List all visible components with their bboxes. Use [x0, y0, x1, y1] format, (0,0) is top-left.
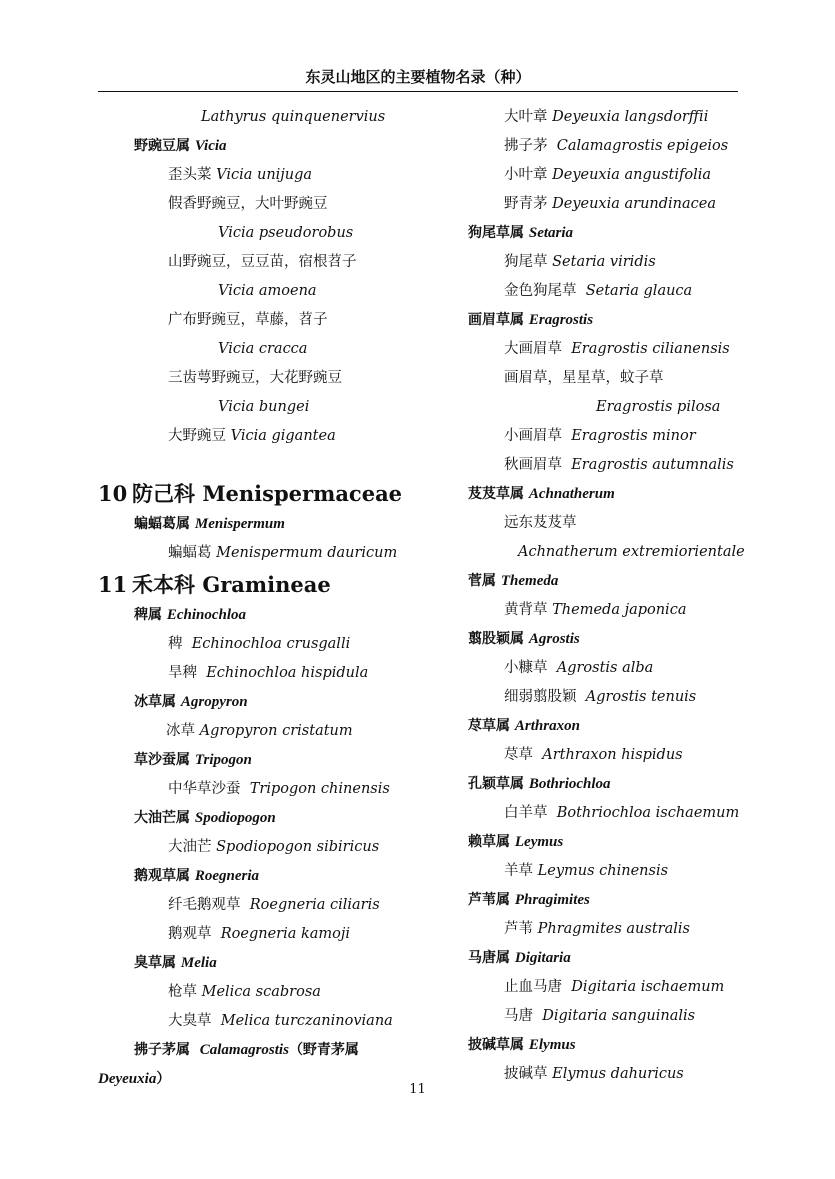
species-entry: 羊草 Leymus chinensis	[504, 863, 669, 879]
left-column	[98, 103, 463, 1094]
species-entry: 枪草 Melica scabrosa	[168, 984, 321, 1000]
right-column	[468, 103, 743, 1089]
genus-heading: 狗尾草属 Setaria	[468, 225, 574, 241]
species-entry: 三齿萼野豌豆，大花野豌豆	[168, 370, 342, 386]
species-entry: 小画眉草 Eragrostis minor	[504, 428, 696, 444]
species-entry: 拂子茅 Calamagrostis epigeios	[504, 138, 729, 154]
species-entry: 大野豌豆 Vicia gigantea	[168, 428, 336, 444]
species-entry: 大油芒 Spodiopogon sibiricus	[168, 839, 380, 855]
species-latin: Vicia bungei	[218, 399, 310, 415]
genus-heading: 拂子茅属 Calamagrostis（野青茅属	[134, 1042, 359, 1058]
species-entry: 小叶章 Deyeuxia angustifolia	[504, 167, 712, 183]
species-entry: 山野豌豆，豆豆苗，宿根苕子	[168, 254, 357, 270]
species-entry: 远东芨芨草	[504, 515, 577, 531]
species-entry: 中华草沙蚕 Tripogon chinensis	[168, 781, 390, 797]
species-entry: 马唐 Digitaria sanguinalis	[504, 1008, 696, 1024]
species-entry: 鹅观草 Roegneria kamoji	[168, 926, 351, 942]
genus-heading: 马唐属 Digitaria	[468, 950, 571, 966]
genus-heading: 稗属 Echinochloa	[134, 607, 247, 623]
species-entry: 大画眉草 Eragrostis cilianensis	[504, 341, 730, 357]
species-entry: 旱稗 Echinochloa hispidula	[168, 665, 369, 681]
species-entry: 小糠草 Agrostis alba	[504, 660, 654, 676]
species-latin: Vicia amoena	[218, 283, 317, 299]
genus-heading: 芦苇属 Phragimites	[468, 892, 590, 908]
species-entry: 黄背草 Themeda japonica	[504, 602, 687, 618]
genus-heading: 臭草属 Melia	[134, 955, 217, 971]
species-entry: 广布野豌豆，草藤，苕子	[168, 312, 328, 328]
genus-heading: 披碱草属 Elymus	[468, 1037, 576, 1053]
genus-heading-continued: Deyeuxia）	[98, 1071, 171, 1087]
family-heading: 10 防己科 Menispermaceae	[98, 481, 403, 506]
species-entry: 荩草 Arthraxon hispidus	[504, 747, 683, 763]
family-heading: 11 禾本科 Gramineae	[98, 572, 331, 597]
page-header: 东灵山地区的主要植物名录（种）	[305, 68, 531, 86]
species-entry: 蝙蝠葛 Menispermum dauricum	[168, 545, 398, 561]
species-entry: 歪头菜 Vicia unijuga	[168, 167, 313, 183]
genus-heading: 鹅观草属 Roegneria	[134, 868, 260, 884]
species-entry: 止血马唐 Digitaria ischaemum	[504, 979, 725, 995]
genus-heading: 芨芨草属 Achnatherum	[468, 486, 615, 502]
species-entry: 冰草 Agropyron cristatum	[166, 723, 353, 739]
species-entry: 假香野豌豆，大叶野豌豆	[168, 196, 328, 212]
genus-heading: 野豌豆属 Vicia	[134, 138, 227, 154]
genus-heading: 赖草属 Leymus	[468, 834, 564, 850]
species-entry: 稗 Echinochloa crusgalli	[168, 636, 351, 652]
species-latin: Eragrostis pilosa	[596, 399, 721, 415]
genus-heading: 菅属 Themeda	[468, 573, 559, 589]
species-entry: 芦苇 Phragmites australis	[504, 921, 690, 937]
species-entry: 金色狗尾草 Setaria glauca	[504, 283, 693, 299]
genus-heading: 大油芒属 Spodiopogon	[134, 810, 276, 826]
page-number: 11	[409, 1082, 426, 1097]
species-entry: 大臭草 Melica turczaninoviana	[168, 1013, 393, 1029]
genus-heading: 孔颖草属 Bothriochloa	[468, 776, 611, 792]
species-entry: 野青茅 Deyeuxia arundinacea	[504, 196, 716, 212]
genus-heading: 冰草属 Agropyron	[134, 694, 248, 710]
species-entry: 白羊草 Bothriochloa ischaemum	[504, 805, 740, 821]
species-latin: Vicia pseudorobus	[218, 225, 354, 241]
genus-heading: 荩草属 Arthraxon	[468, 718, 580, 734]
genus-heading: 草沙蚕属 Tripogon	[134, 752, 252, 768]
species-entry: 狗尾草 Setaria viridis	[504, 254, 656, 270]
species-entry: 画眉草，星星草，蚊子草	[504, 370, 664, 386]
genus-heading: 蝙蝠葛属 Menispermum	[134, 516, 285, 532]
genus-heading: 画眉草属 Eragrostis	[468, 312, 594, 328]
species-latin: Vicia cracca	[218, 341, 308, 357]
species-entry: 披碱草 Elymus dahuricus	[504, 1066, 684, 1082]
species-entry: 细弱翦股颖 Agrostis tenuis	[504, 689, 697, 705]
species-entry: 纤毛鹅观草 Roegneria ciliaris	[168, 897, 380, 913]
species-entry: 大叶章 Deyeuxia langsdorffii	[504, 109, 709, 125]
header-rule	[98, 91, 738, 92]
species-latin: Achnatherum extremiorientale	[518, 544, 745, 560]
genus-heading: 翦股颖属 Agrostis	[468, 631, 580, 647]
species-entry: 秋画眉草 Eragrostis autumnalis	[504, 457, 734, 473]
species-entry: Lathyrus quinquenervius	[201, 109, 386, 125]
